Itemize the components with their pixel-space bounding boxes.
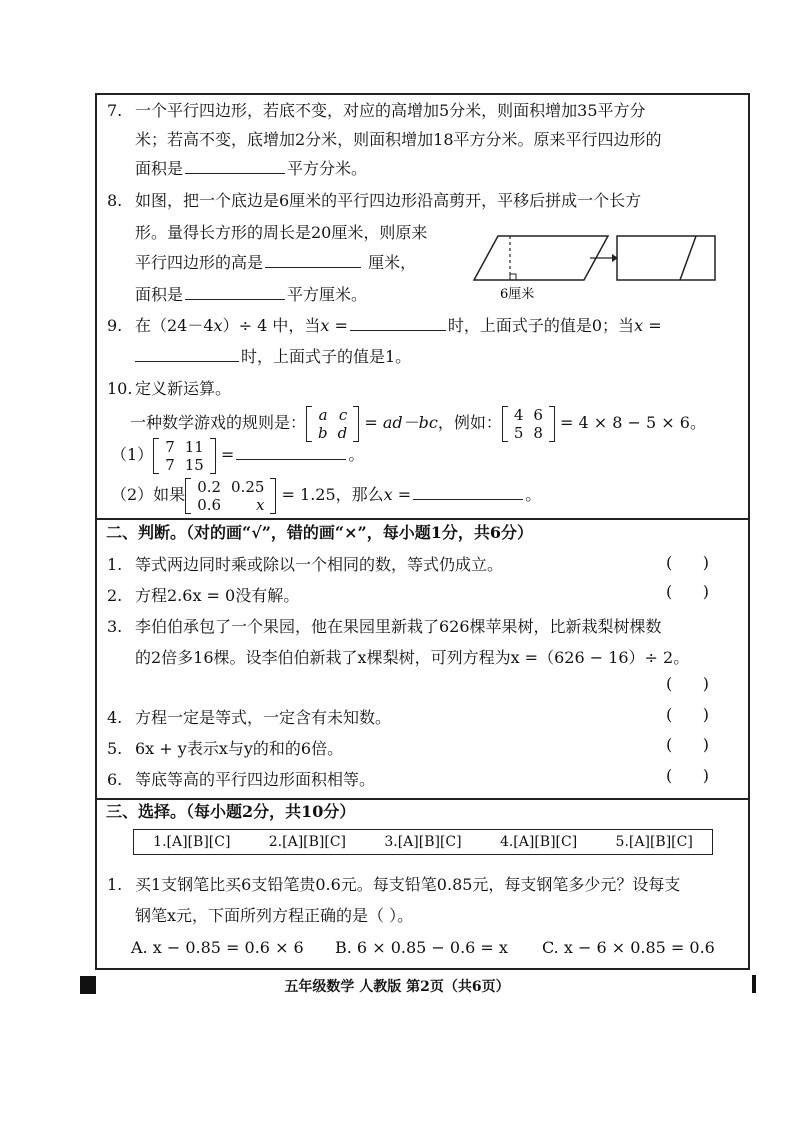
judge-item-1 (107, 555, 503, 575)
matrix-cell: 7 (165, 437, 175, 456)
q9-text1a: 在（24－4 (135, 316, 214, 335)
example-matrix (502, 406, 555, 442)
right-angle-mark (510, 274, 516, 280)
answer-option-4[interactable]: 4.[A][B][C] (499, 834, 578, 850)
matrix-cell: 15 (184, 455, 204, 474)
q8-text3a: 平行四边形的高是 (135, 253, 264, 272)
answer-sheet-box (133, 829, 713, 855)
q8-line4 (135, 285, 367, 305)
choice-q1-text1: 买1支钢笔比买6支铅笔贵0.6元。每支铅笔0.85元，每支钢笔多少元？设每支 (135, 875, 681, 894)
judge-number: 5. (107, 739, 123, 758)
q8-text4a: 面积是 (135, 285, 184, 304)
matrix-cell: 0.2 (197, 477, 222, 496)
judge-item-6 (107, 770, 375, 790)
judge-text: 等底等高的平行四边形面积相等。 (135, 770, 376, 789)
q9-var-x2: x (320, 316, 330, 335)
q10-p1-label: （1） (111, 445, 154, 464)
parallelogram-shape (474, 236, 608, 280)
q7-line2: 米；若高不变，底增加2分米，则面积增加18平方分米。原来平行四边形的 (135, 130, 662, 149)
judge-answer-1[interactable]: ( ) (666, 553, 709, 572)
q10-rule-example: ，例如： (437, 413, 502, 432)
page-footer: 五年级数学 人教版 第2页（共6页） (284, 979, 510, 995)
q7-text3b: 平方分米。 (287, 159, 368, 178)
q9-blank1[interactable] (350, 316, 446, 331)
judge-number: 1. (107, 555, 123, 574)
q7-number: 7. (107, 101, 123, 120)
answer-option-2[interactable]: 2.[A][B][C] (268, 834, 347, 850)
q10-part2 (111, 476, 541, 514)
q9-number: 9. (107, 316, 123, 335)
q10-title-text: 定义新运算。 (135, 379, 232, 398)
q10-p2-end: 。 (525, 485, 542, 504)
q9-line2 (133, 347, 411, 367)
judge-answer-5[interactable]: ( ) (666, 735, 709, 754)
section3-heading: 三、选择。（每小题2分，共10分） (106, 802, 356, 821)
judge-text: 6x + y表示x与y的和的6倍。 (135, 739, 344, 758)
matrix-cell: 8 (533, 423, 543, 442)
judge-item-3 (107, 617, 662, 637)
matrix-cell: c (338, 405, 348, 424)
q9-text2: 时，上面式子的值是1。 (241, 347, 412, 366)
q10-p2-eq2: = (397, 485, 412, 504)
q8-height-blank[interactable] (265, 253, 361, 268)
q7-line1 (107, 101, 646, 121)
choice-q1-line1 (107, 875, 680, 895)
answer-option-1[interactable]: 1.[A][B][C] (153, 834, 231, 850)
section2-heading: 二、判断。（对的画“√”，错的画“×”，每小题1分，共6分） (106, 523, 534, 542)
cut-line (680, 236, 696, 280)
q10-p2-blank[interactable] (413, 485, 523, 500)
q10-p1-blank[interactable] (236, 445, 346, 460)
judge-text: 方程一定是等式，一定含有未知数。 (135, 708, 392, 727)
matrix-cell: 0.25 (231, 477, 265, 496)
q9-blank2[interactable] (135, 347, 239, 362)
divider-section3 (97, 798, 748, 800)
p2-matrix (185, 478, 276, 514)
q8-line3 (135, 253, 416, 273)
q8-text3b: 厘米， (368, 253, 417, 272)
choice-c[interactable]: C. x − 6 × 0.85 = 0.6 (542, 938, 715, 957)
matrix-cell: a (318, 405, 328, 424)
q9-var-x3: x (634, 316, 644, 335)
judge-text: 等式两边同时乘或除以一个相同的数，等式仍成立。 (135, 555, 504, 574)
judge-number: 6. (107, 770, 123, 789)
judge-item-4 (107, 708, 391, 728)
figure-label: 6厘米 (500, 287, 535, 302)
q10-p2-var: x (383, 485, 393, 504)
q10-rule-formula: ad－bc (382, 413, 438, 432)
matrix-cell: b (318, 423, 328, 442)
judge-answer-2[interactable]: ( ) (666, 582, 709, 601)
judge-item-3-line2: 的2倍多16棵。设李伯伯新栽了x棵梨树，可列方程为x =（626 − 16）÷ 2。 (135, 648, 690, 667)
matrix-cell: 11 (184, 437, 204, 456)
rectangle-shape (617, 236, 715, 280)
q9-text1d: 时，上面式子的值是0；当 (447, 316, 635, 335)
judge-number: 3. (107, 617, 123, 636)
judge-item-5 (107, 739, 343, 759)
q8-line2: 形。量得长方形的周长是20厘米，则原来 (135, 223, 428, 242)
matrix-cell: d (337, 423, 348, 442)
answer-option-3[interactable]: 3.[A][B][C] (384, 834, 462, 850)
q9-line1 (107, 316, 662, 336)
q7-text3a: 面积是 (135, 159, 184, 178)
q8-text1: 如图，把一个底边是6厘米的平行四边形沿高剪开，平移后拼成一个长方 (135, 191, 642, 210)
q9-text1b: ）÷ 4 中，当 (222, 316, 321, 335)
q7-answer-blank[interactable] (185, 159, 285, 174)
judge-text: 李伯伯承包了一个果园，他在果园里新栽了626棵苹果树，比新栽梨树棵数 (135, 617, 662, 636)
q10-example-result: = 4 × 8 − 5 × 6。 (560, 413, 706, 432)
answer-option-5[interactable]: 5.[A][B][C] (615, 834, 693, 850)
choice-b[interactable]: B. 6 × 0.85 − 0.6 = x (335, 938, 508, 957)
judge-answer-6[interactable]: ( ) (666, 766, 709, 785)
judge-answer-3[interactable]: ( ) (666, 674, 709, 693)
q7-text1: 一个平行四边形，若底不变，对应的高增加5分米，则面积增加35平方分 (135, 101, 646, 120)
q9-eq1: = (334, 316, 348, 335)
q8-number: 8. (107, 191, 123, 210)
q10-p1-eq: = (220, 445, 235, 464)
q10-rule-text: 一种数学游戏的规则是： (130, 413, 307, 432)
q9-var-x: x (213, 316, 223, 335)
choice-q1-line2: 钢笔x元，下面所列方程正确的是（ ）。 (135, 906, 414, 925)
matrix-cell: 5 (513, 423, 524, 442)
matrix-cell: 0.6 (197, 495, 222, 514)
q10-title (107, 379, 231, 399)
judge-item-2 (107, 586, 299, 606)
p1-matrix (153, 438, 216, 474)
judge-number: 4. (107, 708, 123, 727)
matrix-cell: 4 (513, 405, 524, 424)
q10-part1 (111, 436, 364, 474)
q8-area-blank[interactable] (185, 285, 285, 300)
choice-q1-number: 1. (107, 875, 123, 894)
divider-section2 (97, 518, 748, 520)
matrix-cell: 6 (533, 405, 543, 424)
q8-line1 (107, 191, 641, 211)
q9-eq2: = (648, 316, 662, 335)
q10-number: 10. (107, 379, 133, 398)
q8-text4b: 平方厘米。 (287, 285, 368, 304)
matrix-cell: x (255, 495, 265, 514)
q10-p2-label: （2）如果 (111, 485, 186, 504)
q10-rule-eq: = (364, 413, 378, 432)
judge-text: 方程2.6x = 0没有解。 (135, 586, 300, 605)
q10-p1-end: 。 (348, 445, 365, 464)
matrix-cell: 7 (165, 455, 175, 474)
choice-a[interactable]: A. x − 0.85 = 0.6 × 6 (131, 938, 304, 957)
parallelogram-diagram (470, 232, 720, 304)
q10-p2-eq: = 1.25，那么 (281, 485, 384, 504)
judge-number: 2. (107, 586, 123, 605)
q7-line3 (135, 159, 367, 179)
judge-answer-4[interactable]: ( ) (666, 705, 709, 724)
